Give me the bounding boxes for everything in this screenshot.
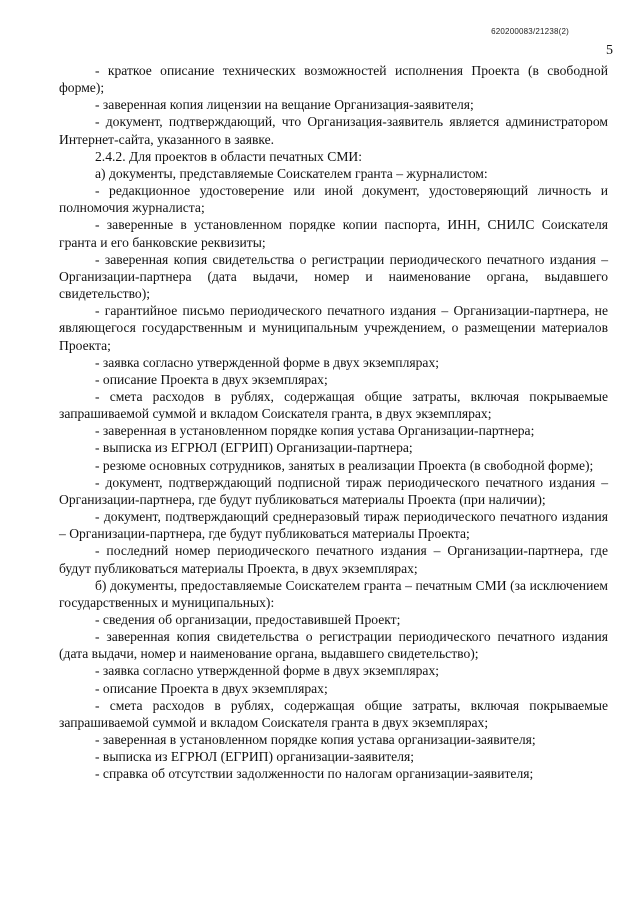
list-item-project-description: - описание Проекта в двух экземплярах; [95, 371, 328, 387]
list-item-charter-copy: - заверенная в установленном порядке копия устава Организации-партнера; [95, 423, 535, 439]
section-heading-print-media: 2.4.2. Для проектов в области печатных СМИ: [95, 148, 362, 164]
list-item-website-admin-proof: - документ, подтверждающий, что Организация-заявитель является администратором Интернет-сайта, указанного в заявке. [59, 114, 608, 147]
list-item-press-card: - редакционное удостоверение или иной документ, удостоверяющий личность и полномочия журналиста; [59, 183, 608, 216]
list-item-cost-estimate: - смета расходов в рублях, содержащая общие затраты, включая покрываемые запрашиваемой суммой и вкладом Соискателя гранта, в двух экземплярах; [59, 388, 608, 422]
list-item-tax-certificate: - справка об отсутствии задолженности по налогам организации-заявителя; [95, 766, 534, 782]
subsection-heading-print-media-applicant: б) документы, предоставляемые Соискателем гранта – печатным СМИ (за исключением государственных и муниципальных): [59, 577, 608, 610]
list-item-staff-resumes: - резюме основных сотрудников, занятых в реализации Проекта (в свободной форме); [95, 457, 594, 473]
list-item-registration-certificate-b: - заверенная копия свидетельства о регистрации периодического печатного издания (дата выдачи, номер и наименование органа, выдавшего свидетельство); [59, 629, 608, 662]
document-registration-number: 620200083/21238(2) [491, 27, 569, 36]
list-item-guarantee-letter: - гарантийное письмо периодического печатного издания – Организации-партнера, не являющегося государственным и муниципальным учреждением, о размещении материалов Проекта; [59, 303, 608, 353]
list-item-application-form-b: - заявка согласно утвержденной форме в двух экземплярах; [95, 663, 440, 679]
list-item-charter-copy-b: - заверенная в установленном порядке копия устава организации-заявителя; [95, 732, 536, 748]
list-item-cost-estimate-b: - смета расходов в рублях, содержащая общие затраты, включая покрываемые запрашиваемой суммой и вкладом Соискателя гранта в двух экземплярах; [59, 697, 608, 730]
list-item-tech-description: - краткое описание технических возможностей исполнения Проекта (в свободной форме); [59, 63, 608, 96]
list-item-passport-copies: - заверенные в установленном порядке копии паспорта, ИНН, СНИЛС Соискателя гранта и его банковские реквизиты; [59, 217, 608, 250]
page-number: 5 [606, 43, 613, 58]
list-item-application-form: - заявка согласно утвержденной форме в двух экземплярах; [95, 354, 440, 370]
list-item-subscription-circulation: - документ, подтверждающий подписной тираж периодического печатного издания – Организации-партнера, где будут публиковаться материалы Проекта (при наличии); [59, 474, 608, 507]
list-item-latest-issue: - последний номер периодического печатного издания – Организации-партнера, где будут публиковаться материалы Проекта, в двух экземплярах; [59, 543, 608, 576]
list-item-registry-extract: - выписка из ЕГРЮЛ (ЕГРИП) Организации-партнера; [95, 440, 413, 456]
list-item-registry-extract-b: - выписка из ЕГРЮЛ (ЕГРИП) организации-заявителя; [95, 749, 415, 765]
subsection-heading-journalist: а) документы, представляемые Соискателем гранта – журналистом: [95, 165, 488, 181]
list-item-average-circulation: - документ, подтверждающий среднеразовый тираж периодического печатного издания – Организации-партнера, где будут публиковаться материалы Проекта; [59, 509, 608, 542]
list-item-license-copy: - заверенная копия лицензии на вещание Организация-заявителя; [95, 97, 474, 113]
list-item-registration-certificate: - заверенная копия свидетельства о регистрации периодического печатного издания – Организации-партнера (дата выдачи, номер и наименование органа, выдавшего свидетельство); [59, 251, 608, 302]
document-body [59, 62, 608, 783]
list-item-organization-info: - сведения об организации, предоставившей Проект; [95, 612, 401, 627]
list-item-project-description-b: - описание Проекта в двух экземплярах; [95, 680, 328, 696]
